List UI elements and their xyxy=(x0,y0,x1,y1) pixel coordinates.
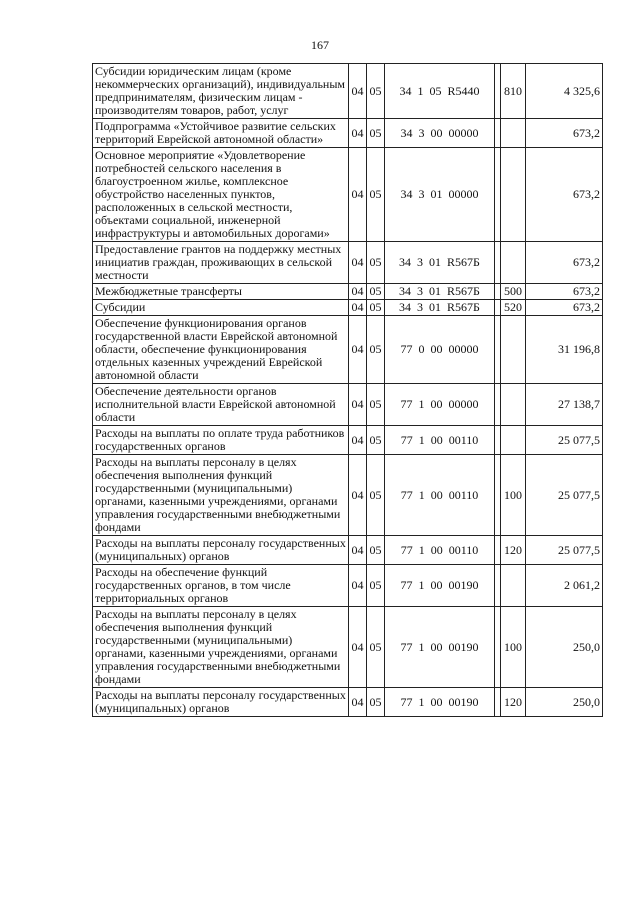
code-part-1: 77 xyxy=(400,487,413,502)
budget-table-body xyxy=(93,64,603,717)
amount: 673,2 xyxy=(526,119,603,148)
row-name: Субсидии xyxy=(93,300,349,316)
code-part-2: 3 xyxy=(418,187,425,201)
amount: 673,2 xyxy=(526,148,603,242)
target-article-code xyxy=(385,688,495,717)
subsection-code: 05 xyxy=(367,455,385,536)
amount: 673,2 xyxy=(526,300,603,316)
code-part-4: 00190 xyxy=(448,578,479,592)
code-part-4: 00110 xyxy=(448,487,479,502)
table-row xyxy=(93,455,603,536)
code-part-1: 77 xyxy=(400,542,413,557)
row-name: Расходы на обеспечение функций государственных органов, в том числе территориальных органов xyxy=(93,565,349,607)
section-code: 04 xyxy=(349,536,367,565)
row-name: Обеспечение деятельности органов исполнительной власти Еврейской автономной области xyxy=(93,384,349,426)
code-part-4: 00000 xyxy=(448,342,479,356)
page-number: 167 xyxy=(311,38,329,52)
code-part-4: 00190 xyxy=(448,639,479,654)
code-part-3: 00 xyxy=(430,342,443,356)
section-code: 04 xyxy=(349,64,367,119)
row-name: Подпрограмма «Устойчивое развитие сельских территорий Еврейской автономной области» xyxy=(93,119,349,148)
expense-type-code: 100 xyxy=(501,455,526,536)
amount: 31 196,8 xyxy=(526,316,603,384)
expense-type-code: 100 xyxy=(501,607,526,688)
code-part-1: 34 xyxy=(400,125,413,140)
code-part-2: 1 xyxy=(418,397,425,411)
code-part-2: 1 xyxy=(417,83,424,98)
row-name: Расходы на выплаты персоналу государственных (муниципальных) органов xyxy=(93,536,349,565)
code-part-2: 3 xyxy=(417,255,424,269)
target-article-code xyxy=(385,607,495,688)
target-article-code xyxy=(385,426,495,455)
target-article-code xyxy=(385,119,495,148)
subsection-code: 05 xyxy=(367,284,385,300)
code-part-1: 77 xyxy=(400,639,413,654)
amount: 2 061,2 xyxy=(526,565,603,607)
amount: 25 077,5 xyxy=(526,426,603,455)
target-article-code xyxy=(385,148,495,242)
table-row xyxy=(93,148,603,242)
code-part-4: 00000 xyxy=(448,187,479,201)
code-part-4: 00000 xyxy=(448,125,479,140)
section-code: 04 xyxy=(349,607,367,688)
code-part-4: R567Б xyxy=(447,284,480,298)
code-part-3: 01 xyxy=(429,284,442,298)
subsection-code: 05 xyxy=(367,565,385,607)
target-article-code xyxy=(385,242,495,284)
table-row xyxy=(93,688,603,717)
code-part-1: 77 xyxy=(400,342,413,356)
section-code: 04 xyxy=(349,242,367,284)
expense-type-code xyxy=(501,384,526,426)
section-code: 04 xyxy=(349,688,367,717)
code-part-4: 00000 xyxy=(448,397,479,411)
row-name: Предоставление грантов на поддержку местных инициатив граждан, проживающих в сельской местности xyxy=(93,242,349,284)
expense-type-code xyxy=(501,242,526,284)
table-row xyxy=(93,300,603,316)
code-part-2: 1 xyxy=(418,578,425,592)
code-part-3: 00 xyxy=(430,578,443,592)
code-part-4: R567Б xyxy=(447,300,480,314)
expense-type-code: 120 xyxy=(501,536,526,565)
target-article-code xyxy=(385,64,495,119)
target-article-code xyxy=(385,284,495,300)
subsection-code: 05 xyxy=(367,242,385,284)
code-part-3: 00 xyxy=(430,639,443,654)
code-part-3: 00 xyxy=(430,487,443,502)
section-code: 04 xyxy=(349,300,367,316)
expense-type-code: 120 xyxy=(501,688,526,717)
row-name: Расходы на выплаты персоналу государственных (муниципальных) органов xyxy=(93,688,349,717)
table-row xyxy=(93,119,603,148)
expense-type-code xyxy=(501,119,526,148)
code-part-2: 3 xyxy=(418,125,425,140)
section-code: 04 xyxy=(349,565,367,607)
code-part-1: 77 xyxy=(400,578,413,592)
section-code: 04 xyxy=(349,426,367,455)
code-part-3: 01 xyxy=(429,300,442,314)
table-row xyxy=(93,384,603,426)
code-part-2: 1 xyxy=(418,694,425,709)
code-part-4: 00110 xyxy=(448,542,479,557)
subsection-code: 05 xyxy=(367,607,385,688)
subsection-code: 05 xyxy=(367,426,385,455)
subsection-code: 05 xyxy=(367,119,385,148)
section-code: 04 xyxy=(349,316,367,384)
row-name: Субсидии юридическим лицам (кроме некоммерческих организаций), индивидуальным предпринимателям, физическим лицам - производителям товаров, работ, услуг xyxy=(93,64,349,119)
code-part-1: 34 xyxy=(399,83,412,98)
table-row xyxy=(93,426,603,455)
code-part-2: 1 xyxy=(418,639,425,654)
code-part-3: 00 xyxy=(430,125,443,140)
subsection-code: 05 xyxy=(367,300,385,316)
amount: 25 077,5 xyxy=(526,455,603,536)
code-part-1: 34 xyxy=(399,300,412,314)
amount: 673,2 xyxy=(526,284,603,300)
table-row xyxy=(93,607,603,688)
amount: 250,0 xyxy=(526,607,603,688)
expense-type-code xyxy=(501,148,526,242)
budget-table xyxy=(92,63,603,717)
code-part-2: 1 xyxy=(418,432,425,447)
table-row xyxy=(93,565,603,607)
code-part-1: 34 xyxy=(399,284,412,298)
section-code: 04 xyxy=(349,284,367,300)
code-part-4: 00190 xyxy=(448,694,479,709)
target-article-code xyxy=(385,565,495,607)
subsection-code: 05 xyxy=(367,148,385,242)
target-article-code xyxy=(385,536,495,565)
code-part-2: 3 xyxy=(417,284,424,298)
code-part-2: 1 xyxy=(418,487,425,502)
subsection-code: 05 xyxy=(367,536,385,565)
code-part-2: 1 xyxy=(418,542,425,557)
amount: 673,2 xyxy=(526,242,603,284)
code-part-1: 34 xyxy=(399,255,412,269)
expense-type-code: 520 xyxy=(501,300,526,316)
code-part-2: 0 xyxy=(418,342,425,356)
section-code: 04 xyxy=(349,455,367,536)
code-part-4: 00110 xyxy=(448,432,479,447)
subsection-code: 05 xyxy=(367,688,385,717)
code-part-1: 77 xyxy=(400,694,413,709)
code-part-3: 05 xyxy=(429,83,442,98)
code-part-2: 3 xyxy=(417,300,424,314)
section-code: 04 xyxy=(349,119,367,148)
section-code: 04 xyxy=(349,148,367,242)
table-row xyxy=(93,536,603,565)
code-part-3: 00 xyxy=(430,397,443,411)
expense-type-code xyxy=(501,565,526,607)
row-name: Обеспечение функционирования органов государственной власти Еврейской автономной области, обеспечение функционирования отдельных казенных учреждений Еврейской автономной области xyxy=(93,316,349,384)
code-part-1: 77 xyxy=(400,432,413,447)
code-part-3: 00 xyxy=(430,432,443,447)
table-row xyxy=(93,242,603,284)
code-part-3: 00 xyxy=(430,694,443,709)
amount: 25 077,5 xyxy=(526,536,603,565)
table-row xyxy=(93,316,603,384)
target-article-code xyxy=(385,300,495,316)
subsection-code: 05 xyxy=(367,64,385,119)
amount: 250,0 xyxy=(526,688,603,717)
code-part-3: 01 xyxy=(429,255,442,269)
subsection-code: 05 xyxy=(367,316,385,384)
row-name: Расходы на выплаты персоналу в целях обеспечения выполнения функций государственными (муниципальными) органами, казенными учреждениями, органами управления государственными внебюджетными фондами xyxy=(93,607,349,688)
expense-type-code: 810 xyxy=(501,64,526,119)
expense-type-code xyxy=(501,316,526,384)
target-article-code xyxy=(385,316,495,384)
expense-type-code: 500 xyxy=(501,284,526,300)
target-article-code xyxy=(385,455,495,536)
table-row xyxy=(93,64,603,119)
code-part-3: 00 xyxy=(430,542,443,557)
row-name: Основное мероприятие «Удовлетворение потребностей сельского населения в благоустроенном жилье, комплексное обустройство населенных пунктов, расположенных в сельской местности, объектами социальной, инженерной инфраструктуры и автомобильных дорогами» xyxy=(93,148,349,242)
subsection-code: 05 xyxy=(367,384,385,426)
code-part-4: R5440 xyxy=(447,83,480,98)
expense-type-code xyxy=(501,426,526,455)
row-name: Межбюджетные трансферты xyxy=(93,284,349,300)
code-part-1: 77 xyxy=(400,397,413,411)
row-name: Расходы на выплаты персоналу в целях обеспечения выполнения функций государственными (муниципальными) органами, казенными учреждениями, органами управления государственными внебюджетными фондами xyxy=(93,455,349,536)
table-row xyxy=(93,284,603,300)
code-part-1: 34 xyxy=(400,187,413,201)
amount: 4 325,6 xyxy=(526,64,603,119)
amount: 27 138,7 xyxy=(526,384,603,426)
target-article-code xyxy=(385,384,495,426)
section-code: 04 xyxy=(349,384,367,426)
code-part-3: 01 xyxy=(430,187,443,201)
code-part-4: R567Б xyxy=(447,255,480,269)
row-name: Расходы на выплаты по оплате труда работников государственных органов xyxy=(93,426,349,455)
